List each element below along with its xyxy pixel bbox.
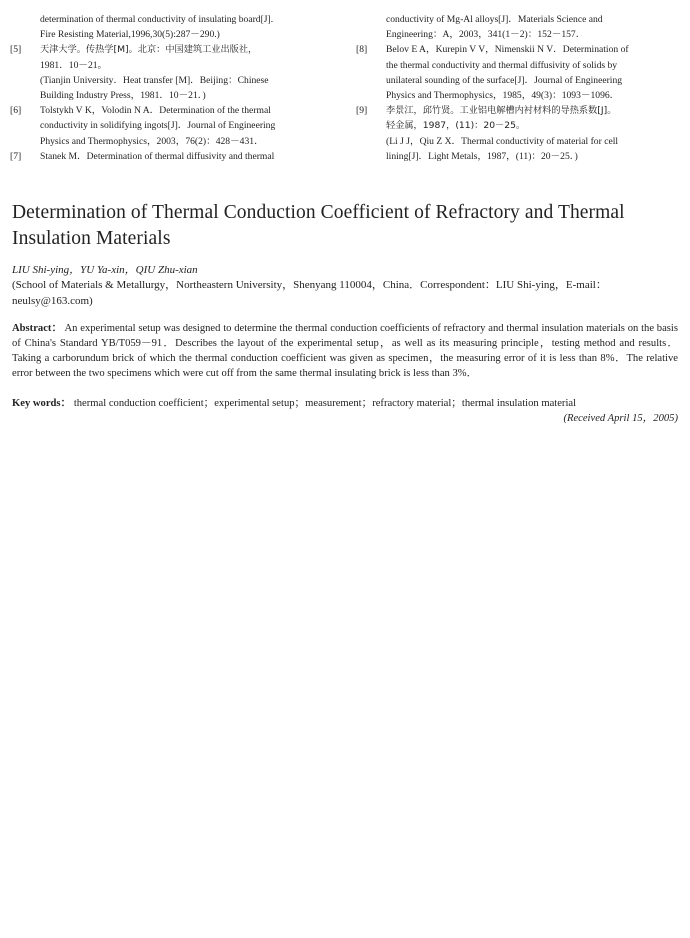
reference-item bbox=[10, 42, 332, 103]
received-date: (Received April 15，2005) bbox=[563, 413, 678, 424]
reference-line: Physics and Thermophysics，2003，76(2)：428－431． bbox=[40, 135, 264, 147]
reference-line: conductivity of Mg-Al alloys[J]．Materials Science and bbox=[386, 14, 603, 25]
reference-line: determination of thermal conductivity of insulating board[J]. bbox=[40, 14, 274, 25]
reference-line: 天津大学。传热学[M]。北京：中国建筑工业出版社， bbox=[40, 44, 258, 56]
reference-column-left bbox=[10, 12, 332, 164]
reference-number: [9] bbox=[356, 105, 368, 117]
reference-line: 1981．10－21。 bbox=[40, 59, 108, 71]
reference-line: (Tianjin University．Heat transfer [M]．Beijing：Chinese bbox=[40, 74, 269, 86]
reference-line: Belov E A，Kurepin V V，Nimenskii N V．Determination of bbox=[386, 44, 629, 56]
reference-item bbox=[10, 103, 332, 149]
reference-line: 轻金属，1987，(11)：20－25。 bbox=[386, 120, 526, 132]
author-list: LIU Shi-ying，YU Ya-xin，QIU Zhu-xian bbox=[12, 264, 198, 276]
reference-line: Engineering：A，2003，341(1－2)：152－157． bbox=[386, 29, 586, 41]
paper-title: Determination of Thermal Conduction Coefficient of Refractory and Thermal Insulation Materials bbox=[12, 202, 625, 249]
reference-line: Fire Resisting Material,1996,30(5):287－290.) bbox=[40, 29, 220, 41]
reference-number: [5] bbox=[10, 44, 22, 56]
keywords-text: thermal conduction coefficient；experimental setup；measurement；refractory material；thermal insulation material bbox=[73, 398, 577, 409]
reference-item bbox=[356, 12, 678, 42]
reference-item bbox=[10, 12, 332, 42]
reference-line: (Li J J，Qiu Z X．Thermal conductivity of material for cell bbox=[386, 135, 619, 147]
reference-list bbox=[10, 12, 678, 164]
reference-number: [7] bbox=[10, 150, 22, 162]
reference-line: Stanek M．Determination of thermal diffusivity and thermal bbox=[40, 150, 275, 162]
reference-line: Tolstykh V K，Volodin N A．Determination of the thermal bbox=[40, 105, 271, 117]
keywords-label: Key words： bbox=[12, 398, 72, 409]
reference-item bbox=[356, 103, 678, 164]
reference-item bbox=[356, 42, 678, 103]
reference-line: 李景江，邱竹贤。工业铝电解槽内衬材料的导热系数[J]。 bbox=[386, 105, 617, 117]
author-affiliation: (School of Materials & Metallurgy，Northeastern University，Shenyang 110004，China．Correspondent：LIU Shi-ying，E-mail：neulsy@163.com) bbox=[12, 279, 607, 307]
reference-column-right bbox=[356, 12, 678, 164]
reference-number: [6] bbox=[10, 105, 22, 117]
reference-line: Physics and Thermophysics，1985，49(3)：1093－1096． bbox=[386, 90, 620, 102]
reference-line: the thermal conductivity and thermal diffusivity of solids by bbox=[386, 59, 618, 71]
reference-line: Building Industry Press，1981．10－21．) bbox=[40, 90, 206, 102]
reference-line: unilateral sounding of the surface[J]．Journal of Engineering bbox=[386, 74, 623, 86]
reference-item bbox=[10, 149, 332, 164]
abstract-text: An experimental setup was designed to determine the thermal conduction coefficients of refractory and thermal insulation materials on the basis of China's Standard YB/T059－91．Describes the layout of the experimental setup，as well as its measuring principle，testing method and results．Taking a carborundum brick of which the thermal conduction coefficient was given as specimen，the measuring error of it is less than 8%．The relative error between the two specimens which were cut off from the same thermal insulating brick is less than 3%． bbox=[12, 323, 678, 379]
abstract-label: Abstract： bbox=[12, 323, 63, 334]
keywords bbox=[12, 396, 678, 411]
abstract bbox=[12, 321, 678, 381]
reference-number: [8] bbox=[356, 44, 368, 56]
reference-line: lining[J]．Light Metals，1987，(11)：20－25．) bbox=[386, 150, 578, 162]
reference-line: conductivity in solidifying ingots[J]．Journal of Engineering bbox=[40, 120, 276, 132]
